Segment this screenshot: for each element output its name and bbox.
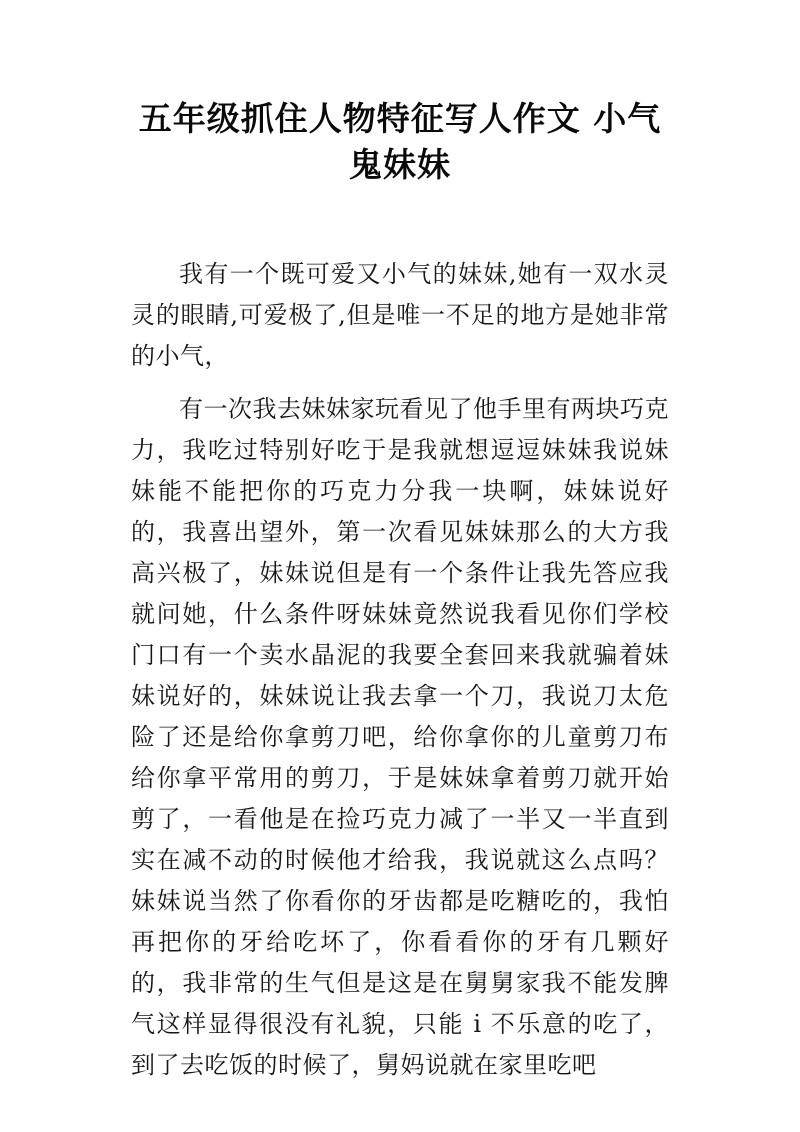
document-title: 五年级抓住人物特征写人作文 小气鬼妹妹	[138, 99, 662, 184]
paragraph-story: 有一次我去妹妹家玩看见了他手里有两块巧克力，我吃过特别好吃于是我就想逗逗妹妹我说妹妹能不能把你的巧克力分我一块啊，妹妹说好的，我喜出望外，第一次看见妹妹那么的大方我高兴极了，妹妹说但是有一个条件让我先答应我就问她，什么条件呀妹妹竟然说我看见你们学校门口有一个卖水晶泥的我要全套回来我就骗着妹妹说好的，妹妹说让我去拿一个刀，我说刀太危险了还是给你拿剪刀吧，给你拿你的儿童剪刀布给你拿平常用的剪刀，于是妹妹拿着剪刀就开始剪了，一看他是在捡巧克力减了一半又一半直到实在减不动的时候他才给我，我说就这么点吗？妹妹说当然了你看你的牙齿都是吃糖吃的，我怕再把你的牙给吃坏了，你看看你的牙有几颗好的，我非常的生气但是这是在舅舅家我不能发脾气这样显得很没有礼貌，只能 i 不乐意的吃了，到了去吃饭的时候了，舅妈说就在家里吃吧	[131, 395, 669, 1079]
paragraph-intro: 我有一个既可爱又小气的妹妹,她有一双水灵灵的眼睛,可爱极了,但是唯一不足的地方是她非常的小气，	[131, 260, 669, 370]
document-page	[131, 0, 669, 1086]
